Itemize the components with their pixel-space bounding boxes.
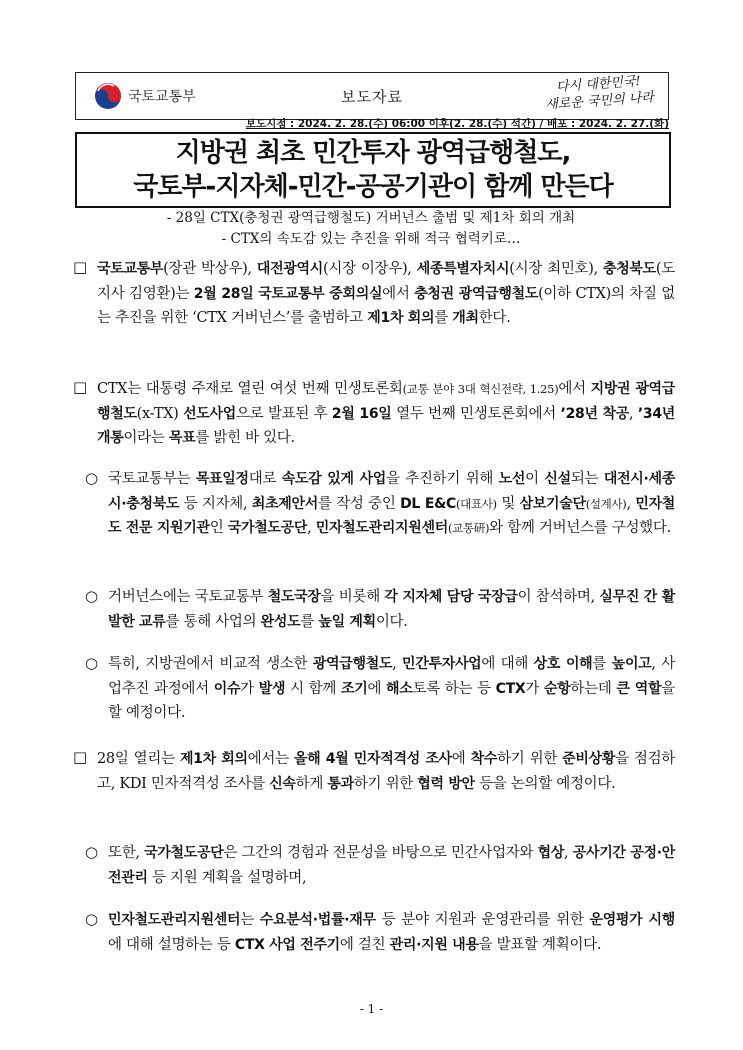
p4-a: 거버넌스에는 국토교통부 [108, 589, 268, 605]
p1-h: (도지사 김영환)는 [97, 261, 675, 302]
p2-d: 지방권 광역급행철도 [97, 381, 675, 422]
p8-b: 는 [240, 912, 260, 928]
p2-e: (x-TX) [136, 405, 184, 422]
p4-h: 완성도 [260, 613, 301, 630]
p5-v: 큰 역할 [616, 680, 662, 697]
p5-m: 시 함께 [285, 680, 341, 697]
p3-l: 최초제안서 [251, 495, 318, 512]
p7-a: 또한, [108, 845, 145, 861]
p3-y: (교통硏) [447, 521, 490, 535]
p8-e: 운영평가 시행 [589, 912, 675, 928]
p3-i: 되는 [570, 471, 604, 487]
p7-f: 공사기간 공정·안전관리 [108, 845, 675, 886]
p8-a: 민자철도관리지원센터 [108, 912, 241, 928]
p7-g: 등 지원 계획을 설명하며, [147, 869, 307, 886]
p3-u: 인 [209, 520, 228, 536]
header-box [75, 72, 669, 120]
p8-g: CTX 사업 전주기 [234, 936, 340, 953]
p6-d: 올해 4월 민자적격성 조사 [293, 751, 452, 767]
p3-w: , [307, 520, 316, 536]
subtitle-2: - CTX의 속도감 있는 추진을 위해 적극 협력키로… [221, 231, 521, 247]
p4-g: 를 통해 사업의 [165, 613, 261, 630]
p3-a: 국토교통부는 [108, 471, 196, 487]
p5-w: 을 할 예정이다. [108, 680, 675, 721]
p8-j: 을 발표할 계획이다. [478, 936, 602, 953]
p3-v: 국가철도공단 [227, 520, 308, 536]
p6-h: 준비상황 [562, 751, 616, 767]
p8-f: 에 대해 설명하는 등 [108, 936, 235, 953]
p1-n: 를 [434, 310, 453, 326]
p1-k: 충청권 광역급행철도 [414, 285, 539, 302]
p1-p: 한다. [478, 310, 511, 326]
p5-e: 에 대해 [481, 656, 534, 672]
p1-j: 에서 [382, 285, 415, 302]
p6-m: 하기 위한 [353, 775, 418, 792]
p3-j: 대전시·세종시·충청북도 [108, 471, 675, 512]
paragraph-7 [108, 841, 675, 890]
p8-i: 관리·지원 내용 [389, 936, 479, 953]
p5-k: 가 [240, 680, 259, 697]
p6-b: 제1차 회의 [179, 751, 248, 767]
p3-q: 삼보기술단 [519, 495, 586, 512]
p2-i: 열두 번째 민생토론회에서 [391, 405, 561, 422]
p1-l: (이하 CTX)의 차질 없는 추진을 위한 ‘CTX 거버넌스’를 출범하고 [97, 285, 676, 326]
p5-f: 상호 이해 [533, 656, 593, 672]
p3-z: 와 함께 거버넌스를 구성했다. [489, 520, 671, 536]
p6-n: 협력 방안 [417, 775, 475, 792]
p4-f: 실무진 간 활발한 교류 [108, 589, 675, 630]
p1-c: 대전광역시 [256, 261, 323, 277]
circle-bullet: ○ [85, 654, 99, 672]
p8-h: 에 걸친 [339, 936, 390, 953]
p3-n: DL E&C [400, 495, 456, 512]
p4-i: 를 [300, 613, 319, 630]
p5-c: , [392, 656, 403, 672]
p3-h: 신설 [544, 471, 571, 487]
p1-f: (시장 최민호), [509, 261, 603, 277]
p3-t: 민자철도 전문 지원기관 [108, 495, 676, 536]
page-number: - 1 - [359, 1002, 384, 1016]
paragraph-6 [97, 747, 675, 796]
p1-b: (장관 박상우), [163, 261, 257, 277]
p5-d: 민간투자사업 [402, 656, 482, 672]
p3-p: 및 [496, 495, 520, 512]
p1-a: 국토교통부 [97, 261, 164, 277]
p3-b: 목표일정 [195, 471, 249, 487]
ministry-name: 국토교통부 [128, 89, 196, 105]
p4-d: 각 지자체 담당 국장급 [384, 589, 518, 605]
paragraph-5 [108, 652, 675, 726]
p3-m: 를 작성 중인 [317, 495, 401, 512]
circle-bullet: ○ [85, 910, 99, 928]
p3-e: 을 추진하기 위해 [385, 471, 499, 487]
p5-t: 순항 [543, 680, 571, 697]
p5-r: CTX [495, 680, 526, 697]
p7-e: , [564, 845, 573, 861]
p3-k: 등 지자체, [179, 495, 252, 512]
p4-j: 높일 계획 [318, 613, 376, 630]
p2-n: 목표 [168, 430, 196, 446]
p2-a: CTX는 대통령 주재로 열린 여섯 번째 민생토론회 [97, 381, 403, 397]
p1-o: 개최 [452, 310, 479, 326]
p6-i: 을 점검하고, KDI 민자적격성 조사를 [97, 751, 676, 792]
p3-d: 속도감 있게 사업 [281, 471, 386, 487]
subtitle-1: - 28일 CTX(충청권 광역급행철도) 거버넌스 출범 및 제1차 회의 개최 [166, 210, 576, 226]
p1-e: 세종특별자치시 [416, 261, 510, 277]
p2-m: 이라는 [123, 430, 169, 446]
p6-f: 착수 [470, 751, 498, 767]
p5-j: 이슈 [213, 680, 241, 697]
p3-f: 노선 [498, 471, 526, 487]
p4-b: 철도국장 [267, 589, 321, 605]
p2-j: ’28년 착공 [560, 405, 629, 422]
circle-bullet: ○ [85, 587, 99, 605]
p7-b: 국가철도공단 [144, 845, 224, 861]
p2-c: 에서 [558, 381, 591, 397]
p6-o: 등을 논의할 예정이다. [474, 775, 616, 792]
embargo-line: 보도시점 : 2024. 2. 28.(수) 06:00 이후(2. 28.(수) 석간) / 배포 : 2024. 2. 27.(화) [245, 118, 669, 130]
p4-k: 이다. [375, 613, 408, 630]
p3-s: , [626, 495, 636, 512]
p5-u: 하는데 [570, 680, 617, 697]
p5-h: 높이고 [611, 656, 652, 672]
box-bullet: □ [73, 378, 88, 396]
title-line1: 지방권 최초 민간투자 광역급행철도, [175, 138, 571, 168]
p2-f: 선도사업 [183, 405, 236, 422]
title-line2: 국토부-지자체-민간-공공기관이 함께 만든다 [133, 172, 613, 202]
p3-o: (대표사) [455, 496, 497, 511]
p5-s: 가 [525, 680, 544, 697]
p5-l: 발생 [258, 680, 286, 697]
p5-n: 조기 [340, 680, 368, 697]
p6-j: 신속 [269, 775, 296, 792]
box-bullet: □ [73, 748, 88, 766]
p1-i: 2월 28일 국토교통부 중회의실 [193, 285, 383, 302]
p8-d: 등 분야 지원과 운영관리를 위한 [375, 912, 590, 928]
p2-b: (교통 분야 3대 혁신전략, 1.25) [402, 382, 559, 396]
p3-c: 대로 [248, 471, 282, 487]
title-box [75, 132, 671, 208]
p2-h: 2월 16일 [331, 405, 392, 422]
p6-l: 통과 [327, 775, 354, 792]
p2-o: 를 밝힌 바 있다. [195, 430, 295, 446]
circle-bullet: ○ [85, 469, 99, 487]
slogan-line2: 새로운 국민의 나라 [544, 90, 655, 113]
circle-bullet: ○ [85, 843, 99, 861]
slogan-line1: 다시 대한민국! [555, 74, 642, 95]
p5-q: 토록 하는 등 [412, 680, 496, 697]
p5-g: 를 [592, 656, 612, 672]
p6-a: 28일 열리는 [97, 751, 180, 767]
p5-i: , 사업추진 과정에서 [108, 656, 675, 697]
p2-k: , [628, 405, 638, 422]
p8-c: 수요분석·법률·재무 [259, 912, 376, 928]
p2-g: 으로 발표된 후 [235, 405, 332, 422]
p6-g: 하기 위한 [497, 751, 563, 767]
paragraph-4 [108, 585, 675, 634]
p4-c: 을 비롯해 [320, 589, 385, 605]
p3-g: 이 [525, 471, 545, 487]
slogan [539, 72, 659, 114]
p6-k: 하게 [295, 775, 328, 792]
p6-e: 에 [451, 751, 471, 767]
p2-l: ’34년 개통 [97, 405, 675, 446]
paragraph-8 [108, 908, 675, 957]
p5-b: 광역급행철도 [312, 656, 393, 672]
p3-r: (설계사) [585, 496, 627, 511]
p7-c: 은 그간의 경험과 전문성을 바탕으로 민간사업자와 [223, 845, 538, 861]
box-bullet: □ [73, 258, 88, 276]
p5-a: 특히, 지방권에서 비교적 생소한 [108, 656, 313, 672]
p1-d: (시장 이장우), [322, 261, 417, 277]
paragraph-2 [97, 377, 675, 451]
p4-e: 이 참석하며, [517, 589, 600, 605]
p1-g: 충청북도 [602, 261, 656, 277]
paragraph-1 [97, 257, 675, 331]
p3-x: 민자철도관리지원센터 [315, 520, 448, 536]
paragraph-3 [108, 467, 675, 541]
p5-o: 에 [367, 680, 387, 697]
release-type: 보도자료 [341, 88, 403, 106]
p7-d: 협상 [537, 845, 565, 861]
p5-p: 해소 [386, 680, 413, 697]
p6-c: 에서는 [247, 751, 294, 767]
p1-m: 제1차 회의 [367, 310, 435, 326]
